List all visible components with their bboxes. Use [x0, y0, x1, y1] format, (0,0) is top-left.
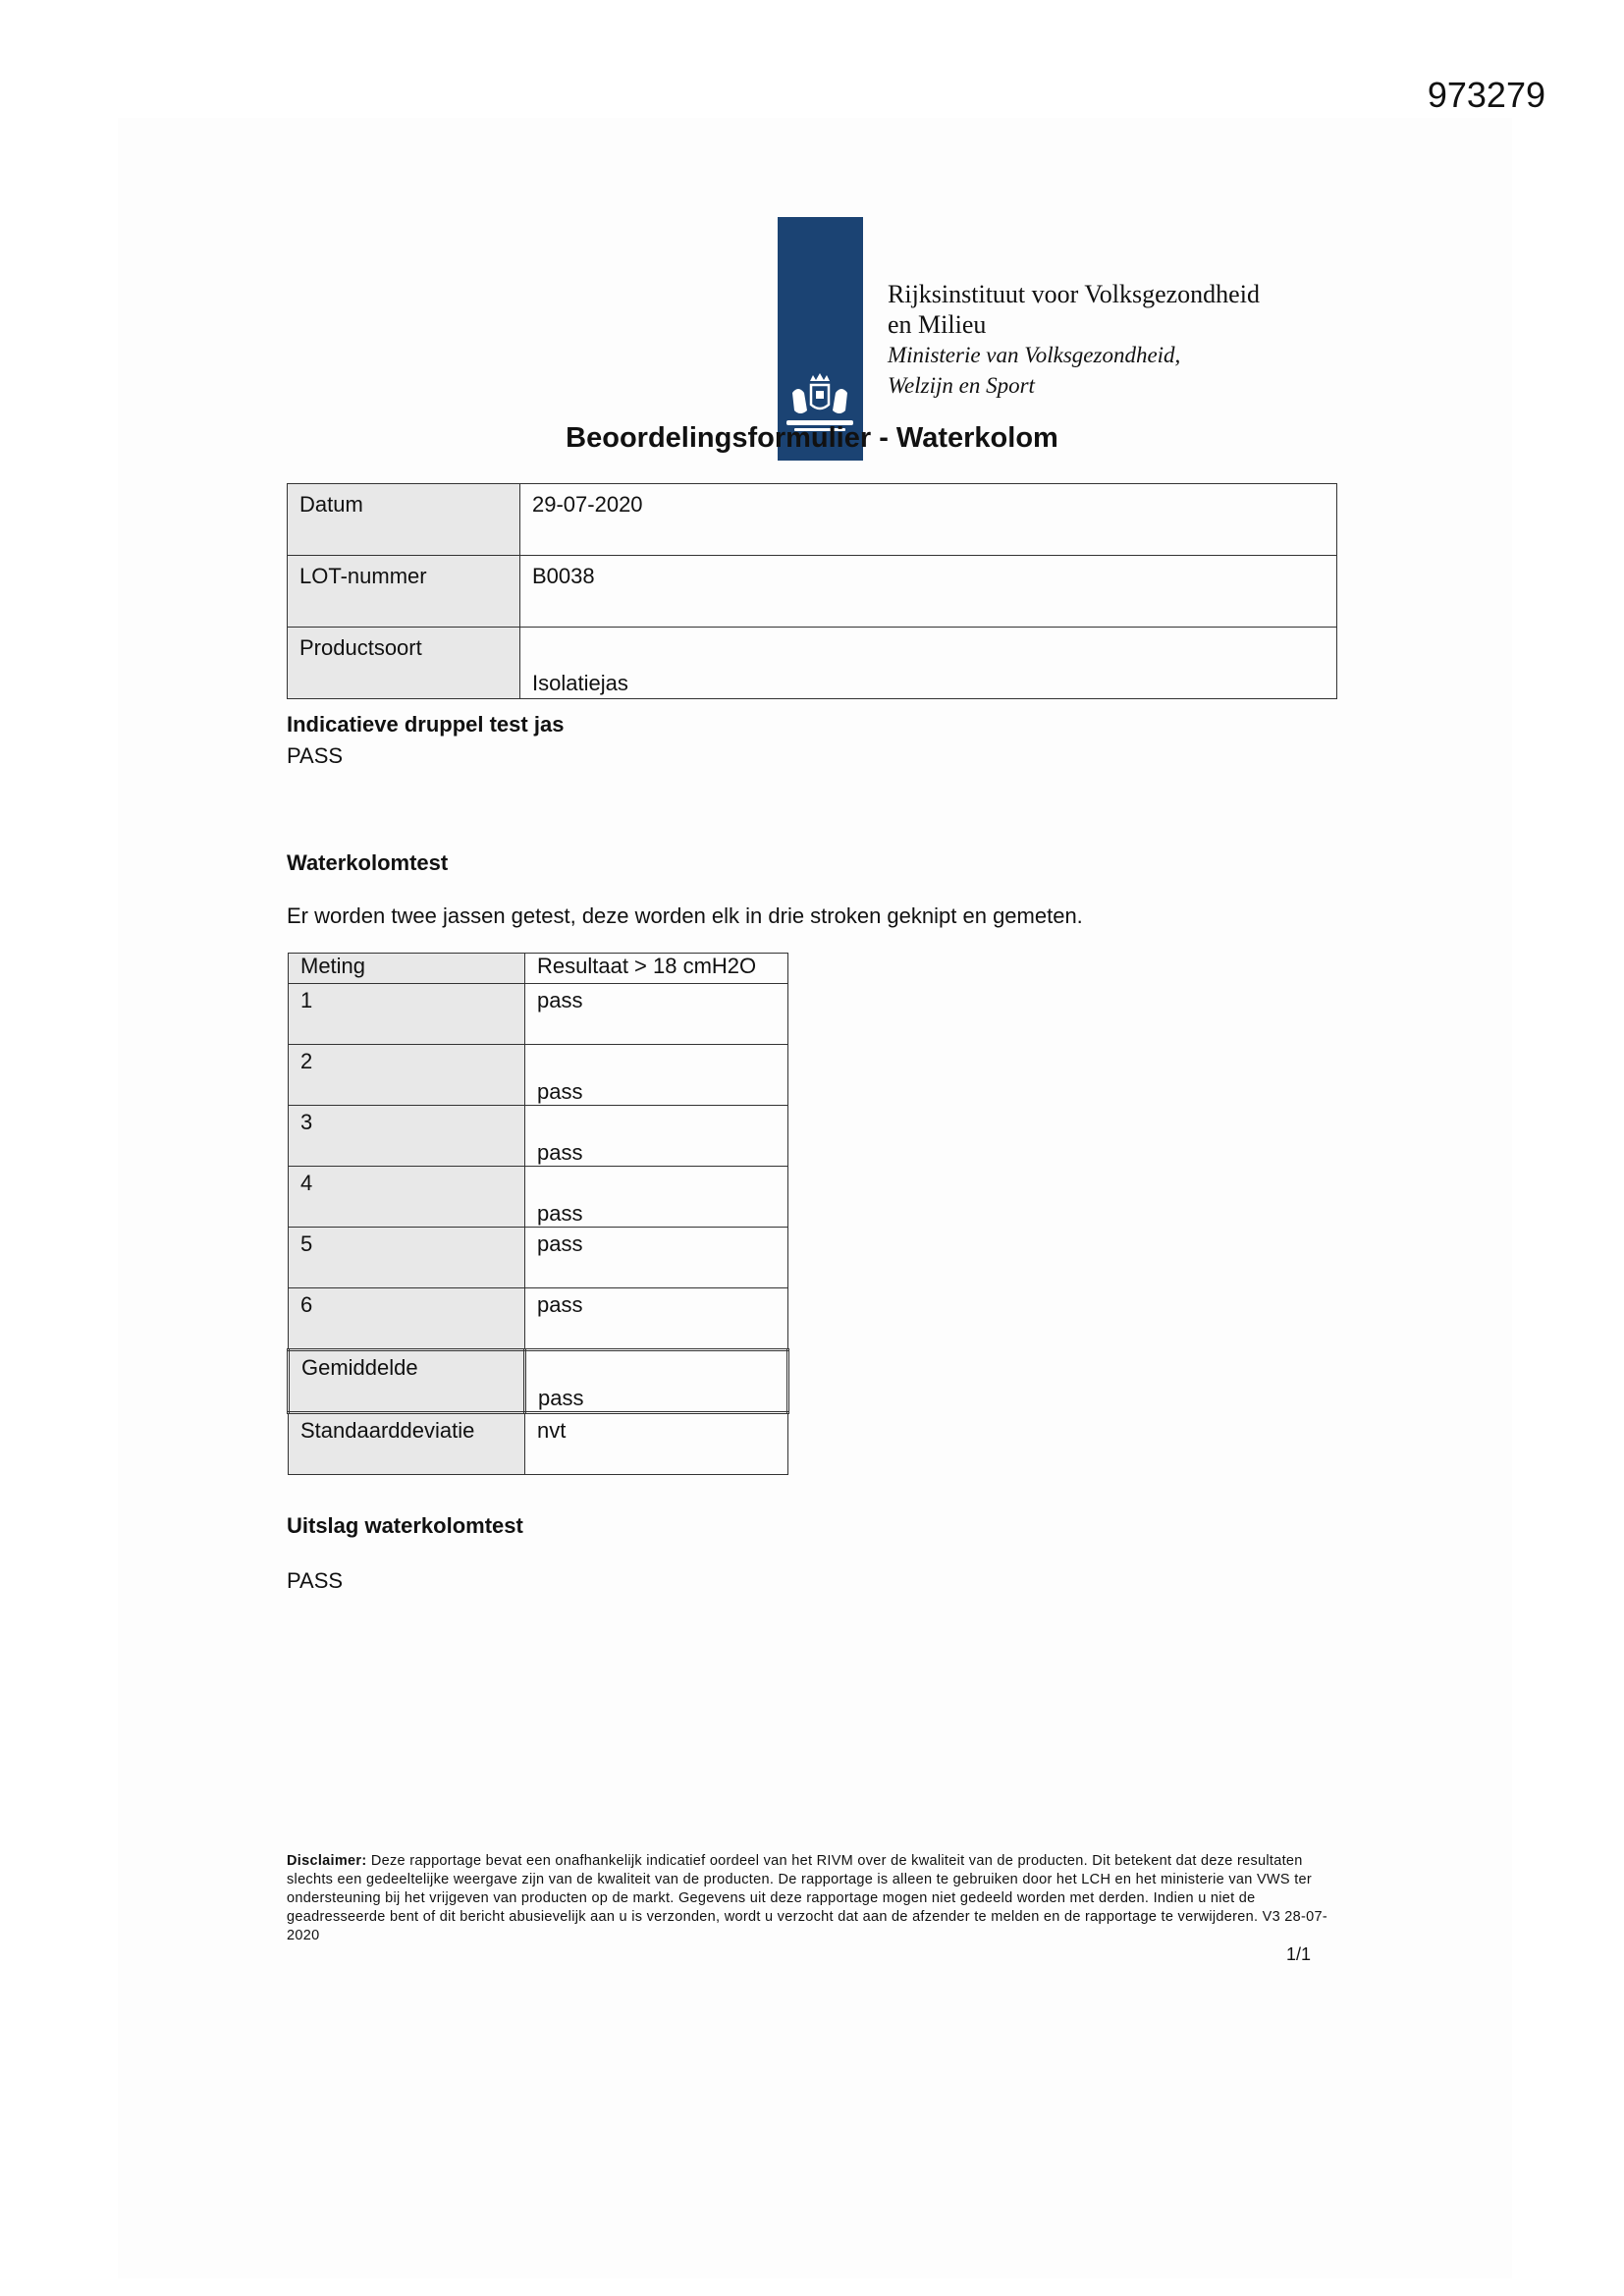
column-header-resultaat: Resultaat > 18 cmH2O [525, 954, 788, 984]
product-type-value: Isolatiejas [520, 628, 1337, 699]
average-label: Gemiddelde [289, 1350, 525, 1413]
disclaimer-label: Disclaimer: [287, 1853, 367, 1869]
water-test-heading: Waterkolomtest [287, 850, 449, 875]
drop-test-result: PASS [287, 743, 344, 768]
stddev-label: Standaarddeviatie [289, 1413, 525, 1475]
measurement-label: 3 [289, 1106, 525, 1167]
measurement-value: pass [525, 984, 788, 1045]
column-header-meting: Meting [289, 954, 525, 984]
table-header-row [289, 954, 788, 984]
measurement-label: 5 [289, 1228, 525, 1288]
page-title: Beoordelingsformulier - Waterkolom [566, 422, 1058, 454]
table-row [288, 556, 1337, 628]
page-number: 1/1 [1286, 1944, 1312, 1964]
measurement-label: 6 [289, 1288, 525, 1350]
drop-test-heading: Indicatieve druppel test jas [287, 712, 565, 737]
rivm-logo-text [888, 279, 1260, 401]
table-row [289, 984, 788, 1045]
average-value: pass [525, 1350, 788, 1413]
measurement-value: pass [525, 1045, 788, 1106]
disclaimer-text: Deze rapportage bevat een onafhankelijk indicatief oordeel van het RIVM over de kwaliteit van de producten. Dit betekent dat deze resultaten slechts een gedeeltelijke weergave zijn van de kwaliteit van de producten. De rapportage is alleen te gebruiken door het LCH en het ministerie van VWS ter ondersteuning bij het vrijgeven van producten op de markt. Gegevens uit deze rapportage mogen niet gedeeld worden met derden. Indien u niet de geadresseerde bent of dit bericht abusievelijk aan u is verzonden, wordt u verzocht dat aan de afzender te melden en de rapportage te verwijderen. V3 28-07-2020 [287, 1853, 1328, 1943]
measurement-value: pass [525, 1106, 788, 1167]
table-row [289, 1045, 788, 1106]
date-label: Datum [288, 484, 520, 556]
disclaimer [287, 1852, 1337, 1945]
table-row-stddev [289, 1413, 788, 1475]
document-id: 973279 [1427, 75, 1545, 115]
product-type-label: Productsoort [288, 628, 520, 699]
lot-value: B0038 [520, 556, 1337, 628]
measurement-value: pass [525, 1288, 788, 1350]
logo-line-2: en Milieu [888, 310, 987, 339]
table-row [289, 1228, 788, 1288]
measurement-value: pass [525, 1228, 788, 1288]
stddev-value: nvt [525, 1413, 788, 1475]
table-row [289, 1106, 788, 1167]
logo-line-3: Ministerie van Volksgezondheid, [888, 343, 1181, 367]
water-test-intro: Er worden twee jassen getest, deze worden elk in drie stroken geknipt en gemeten. [287, 903, 1083, 928]
product-info-table [287, 483, 1337, 699]
outcome-heading: Uitslag waterkolomtest [287, 1513, 523, 1538]
measurement-label: 4 [289, 1167, 525, 1228]
measurement-label: 2 [289, 1045, 525, 1106]
lot-label: LOT-nummer [288, 556, 520, 628]
logo-line-1: Rijksinstituut voor Volksgezondheid [888, 280, 1260, 308]
table-row [288, 484, 1337, 556]
table-row [289, 1167, 788, 1228]
measurement-label: 1 [289, 984, 525, 1045]
measurement-table [287, 953, 789, 1475]
table-row [289, 1288, 788, 1350]
table-row-average [289, 1350, 788, 1413]
date-value: 29-07-2020 [520, 484, 1337, 556]
outcome-result: PASS [287, 1568, 344, 1593]
logo-line-4: Welzijn en Sport [888, 373, 1035, 398]
measurement-value: pass [525, 1167, 788, 1228]
table-row [288, 628, 1337, 699]
